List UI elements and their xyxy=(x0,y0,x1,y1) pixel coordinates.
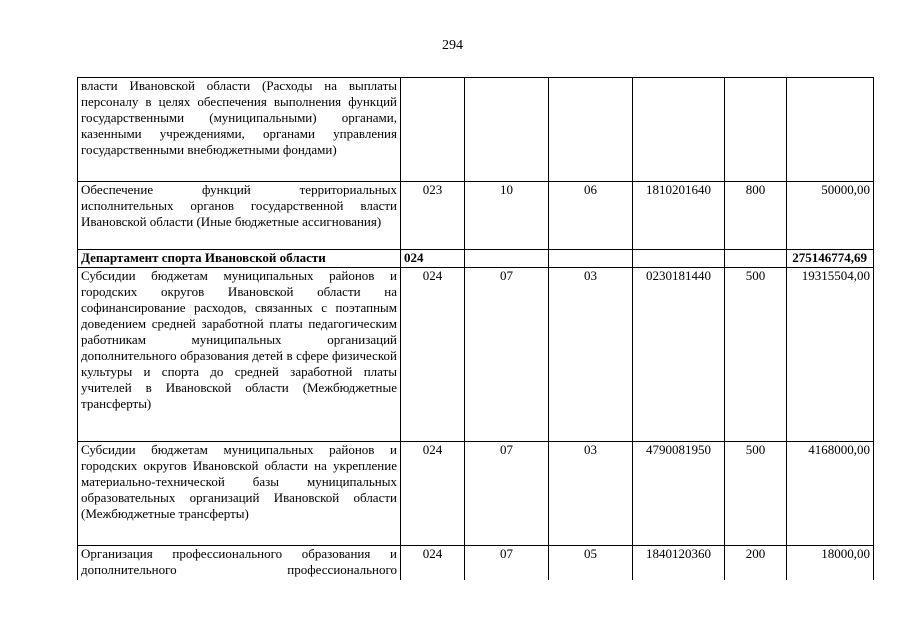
budget-table xyxy=(77,77,874,580)
cell-ministry-code xyxy=(401,78,465,182)
table-row xyxy=(78,182,874,250)
cell-ministry-code: 023 xyxy=(401,182,465,250)
cell-expense-type: 500 xyxy=(725,442,787,546)
cell-target-article: 1840120360 xyxy=(633,546,725,580)
cell-subsection: 03 xyxy=(549,442,633,546)
row-name: Обеспечение функций территориальных исполнительных органов государственной власти Ивановской области (Иные бюджетные ассигнования) xyxy=(78,182,401,250)
row-name: власти Ивановской области (Расходы на выплаты персоналу в целях обеспечения выполнения функций государственными (муниципальными) органами, казенными учреждениями, органами управления государственными внебюджетными фондами) xyxy=(78,78,401,182)
cell-subsection: 05 xyxy=(549,546,633,580)
cell-section: 07 xyxy=(465,442,549,546)
cell-target-article xyxy=(633,78,725,182)
cell-ministry-code: 024 xyxy=(401,250,465,268)
cell-amount: 50000,00 xyxy=(787,182,874,250)
row-name: Субсидии бюджетам муниципальных районов и городских округов Ивановской области на укрепление материально-технической базы муниципальных образовательных организаций Ивановской области (Межбюджетные трансферты) xyxy=(78,442,401,546)
cell-amount: 19315504,00 xyxy=(787,268,874,442)
cell-subsection xyxy=(549,78,633,182)
cell-expense-type: 800 xyxy=(725,182,787,250)
cell-expense-type: 500 xyxy=(725,268,787,442)
table-row xyxy=(78,442,874,546)
row-name: Департамент спорта Ивановской области xyxy=(78,250,401,268)
row-name: Субсидии бюджетам муниципальных районов и городских округов Ивановской области на софинансирование расходов, связанных с поэтапным доведением средней заработной платы педагогическим работникам муниципальных организаций дополнительного образования детей в сфере физической культуры и спорта до средней заработной платы учителей в Ивановской области (Межбюджетные трансферты) xyxy=(78,268,401,442)
cell-target-article xyxy=(633,250,725,268)
cell-subsection xyxy=(549,250,633,268)
table-row xyxy=(78,268,874,442)
table-row xyxy=(78,78,874,182)
cell-ministry-code: 024 xyxy=(401,546,465,580)
cell-amount: 275146774,69 xyxy=(787,250,874,268)
cell-section: 07 xyxy=(465,268,549,442)
cell-section xyxy=(465,250,549,268)
cell-expense-type xyxy=(725,250,787,268)
table-row xyxy=(78,546,874,580)
cell-subsection: 03 xyxy=(549,268,633,442)
cell-section: 07 xyxy=(465,546,549,580)
cell-target-article: 4790081950 xyxy=(633,442,725,546)
cell-target-article: 0230181440 xyxy=(633,268,725,442)
cell-target-article: 1810201640 xyxy=(633,182,725,250)
cell-section: 10 xyxy=(465,182,549,250)
cell-section xyxy=(465,78,549,182)
cell-amount xyxy=(787,78,874,182)
row-name: Организация профессионального образования и дополнительного профессионального xyxy=(78,546,401,580)
cell-ministry-code: 024 xyxy=(401,442,465,546)
cell-amount: 4168000,00 xyxy=(787,442,874,546)
cell-expense-type: 200 xyxy=(725,546,787,580)
page-number: 294 xyxy=(442,38,463,53)
cell-ministry-code: 024 xyxy=(401,268,465,442)
cell-amount: 18000,00 xyxy=(787,546,874,580)
table-row-department xyxy=(78,250,874,268)
cell-subsection: 06 xyxy=(549,182,633,250)
cell-expense-type xyxy=(725,78,787,182)
